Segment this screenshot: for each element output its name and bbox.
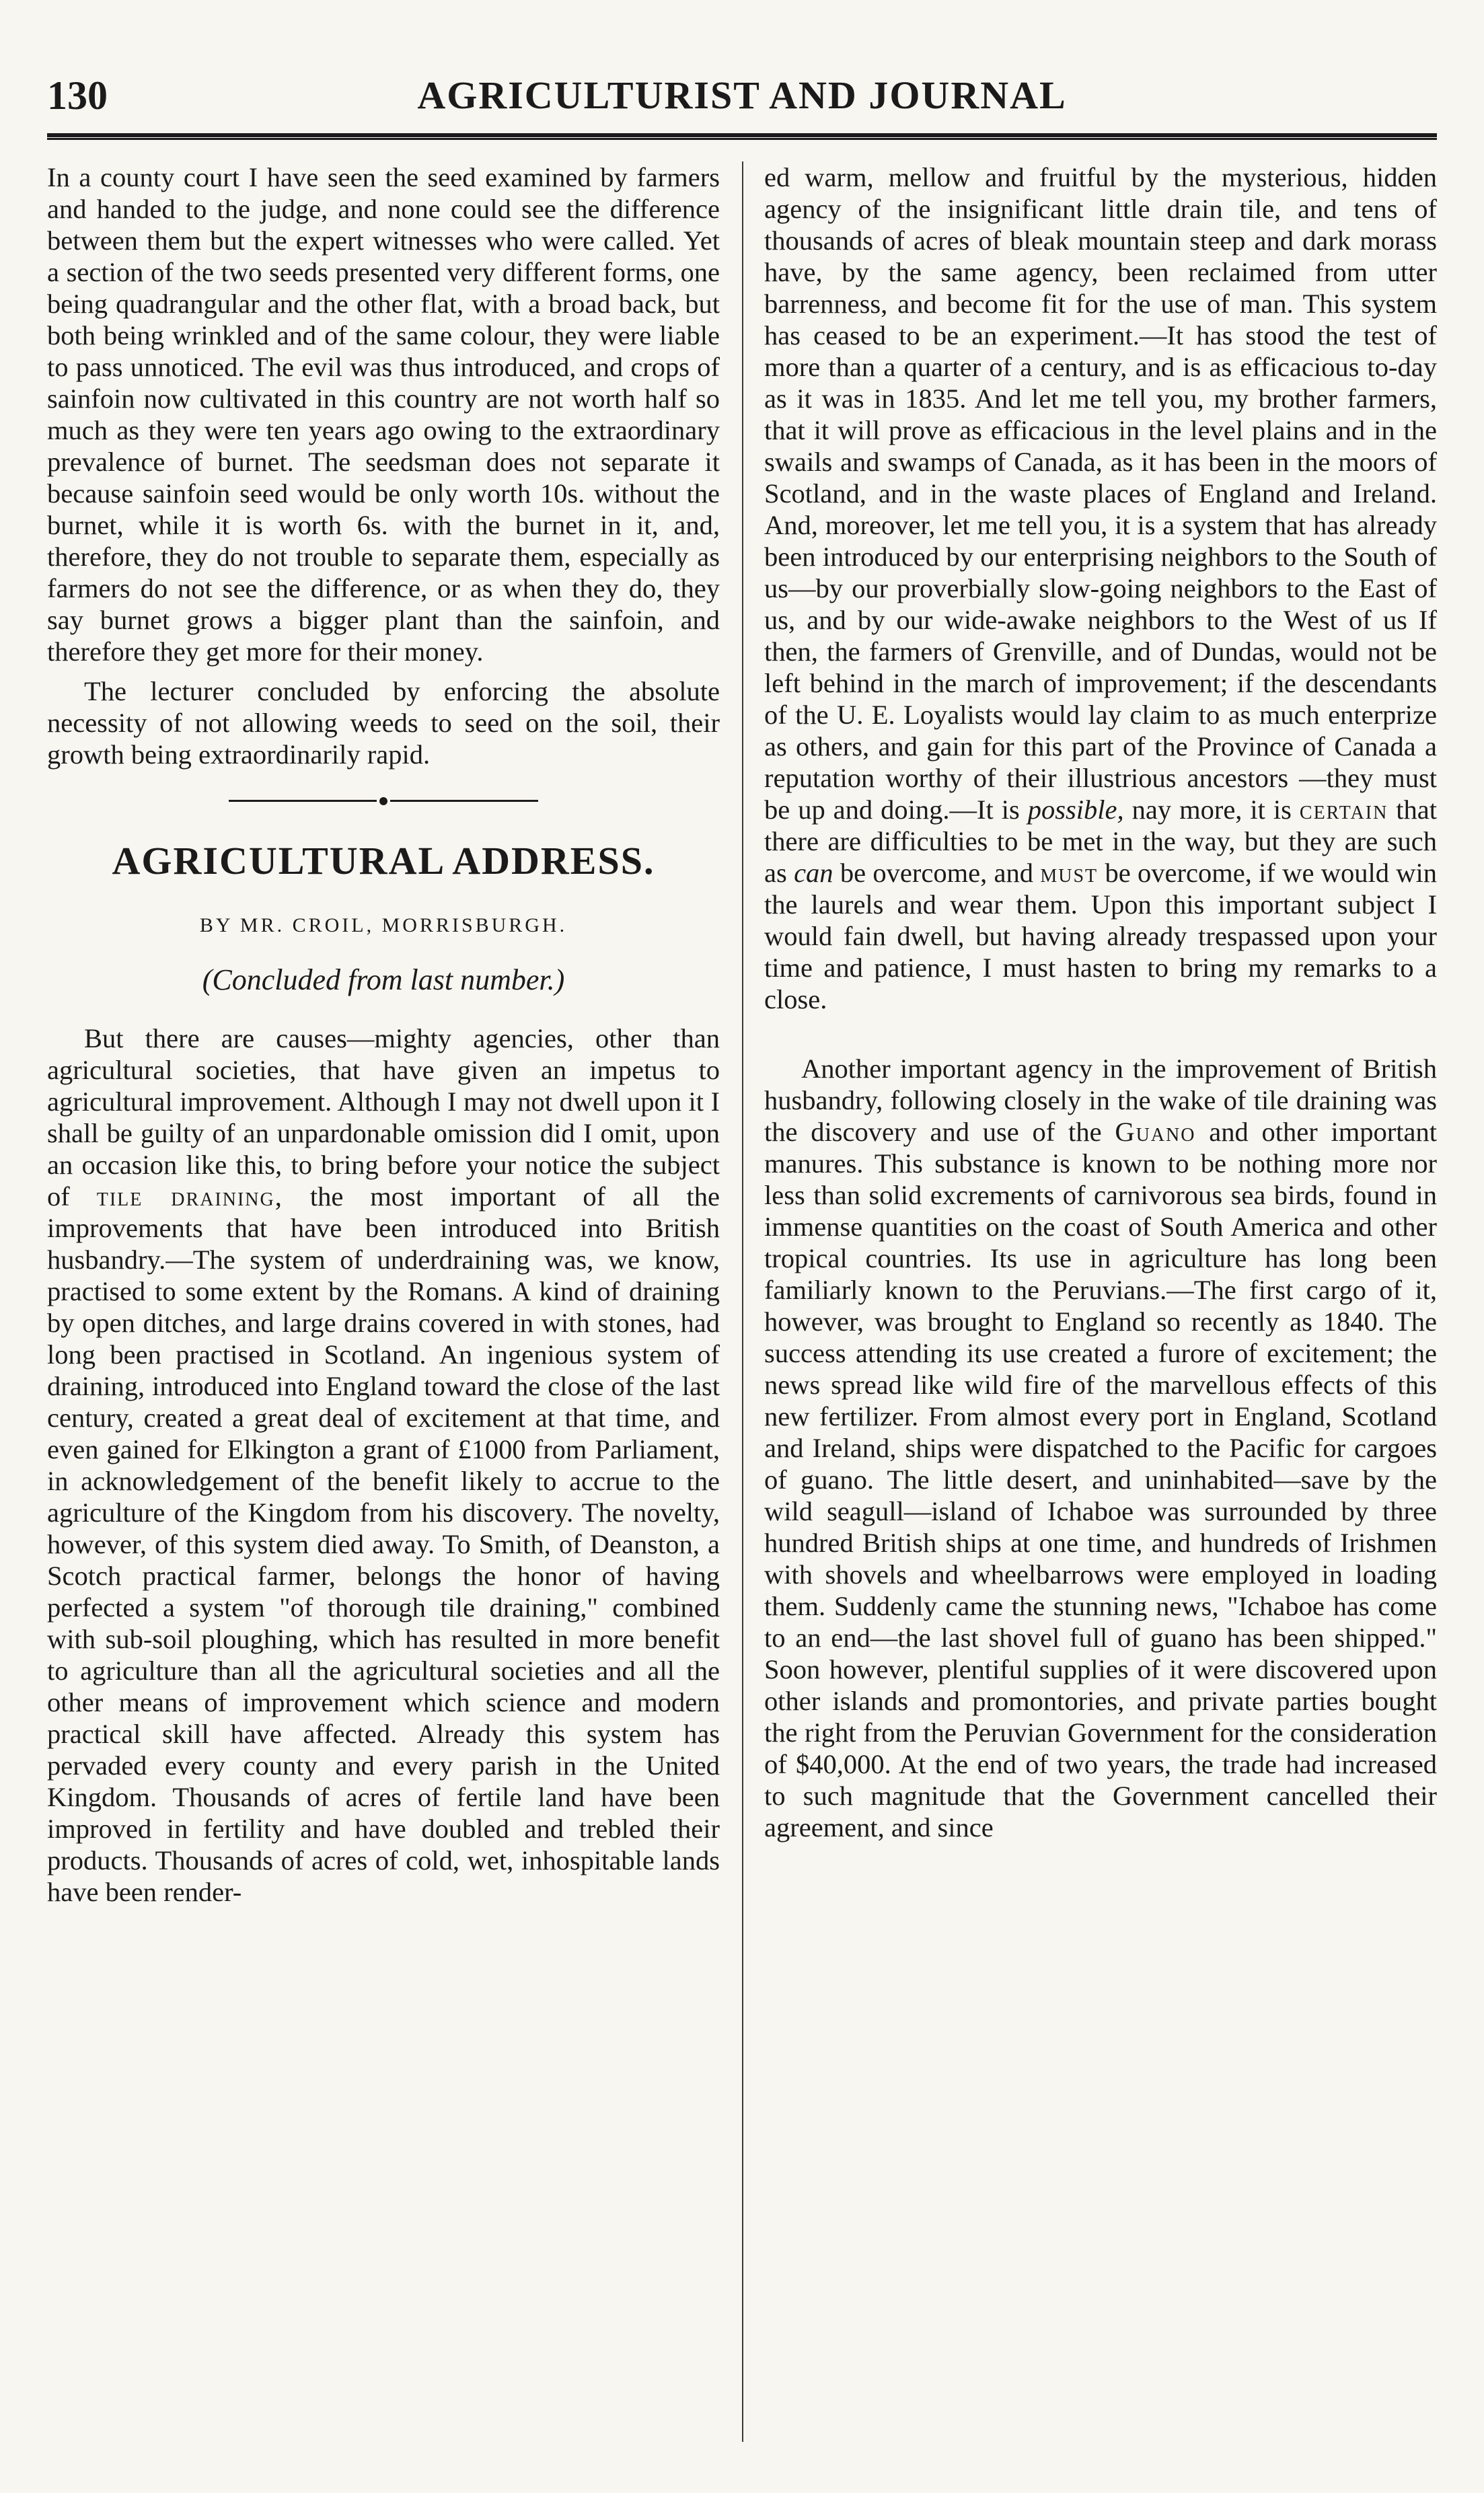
paragraph: In a county court I have seen the seed examined by farmers and handed to the judge, and none could see the difference between them but the expert witnesses who were called. Yet a section of the two seeds presented very different forms, one being quadrangular and the other flat, with a broad back, but both being wrinkled and of the same colour, they were liable to pass unnoticed. The evil was thus introduced, and crops of sainfoin now cultivated in this country are not worth half so much as they were ten years ago owing to the extraordinary prevalence of burnet. The seedsman does not separate it because sainfoin seed would be only worth 10s. without the burnet, while it is worth 6s. with the burnet in it, and, therefore, they do not trouble to separate them, especially as farmers do not see the difference, or as when they do, they say burnet grows a bigger plant than the sainfoin, and therefore they get more for their money. — [47, 162, 720, 667]
italic-term: can — [794, 858, 833, 888]
article-heading: AGRICULTURAL ADDRESS. — [112, 839, 655, 883]
text-run: Another important agency in the improvement of British husbandry, following closely in the wake of tile draining was the discovery and use of the — [764, 1053, 1437, 1147]
page — [47, 67, 1437, 2462]
article-byline: BY MR. CROIL, MORRISBURGH. — [199, 914, 568, 936]
italic-term: possible, — [1027, 794, 1124, 825]
text-run: and other important manures. This substance is known to be nothing more nor less than solid excrements of carnivorous sea birds, found in immense quantities on the coast of South America and other tropical countries. Its use in agriculture has long been familiarly known to the Peruvians.—The first cargo of it, however, was brought to England so recently as 1840. The success attending its use created a furore of excitement; the news spread like wild fire of the marvellous effects of this new fertilizer. From almost every port in England, Scotland and Ireland, ships were dispatched to the Pacific for cargoes of guano. The little desert, and uninhabited—save by the wild seagull—island of Ichaboe was surrounded by three hundred British ships at one time, and hundreds of Irishmen with shovels and wheelbarrows were employed in loading them. Suddenly came the stunning news, "Ichaboe has come to an end—the last shovel full of guano has been shipped." Soon however, plentiful supplies of it were discovered upon other islands and promontories, and private parties bought the right from the Peruvian Government for the consideration of $40,000. At the end of two years, the trade had increased to such magnitude that the Government cancelled their agreement, and since — [764, 1117, 1438, 1843]
text-run: be overcome, if we would win the laurels and wear them. Upon this important subject I would fain dwell, but having already trespassed upon your time and patience, I must hasten to bring my remarks to a close. — [764, 858, 1438, 1014]
running-title: AGRICULTURIST AND JOURNAL — [417, 73, 1067, 117]
small-caps-term: tile draining, — [96, 1181, 283, 1212]
paragraph — [47, 1022, 720, 1908]
continuation-note: (Concluded from last number.) — [202, 963, 565, 996]
page-number: 130 — [47, 73, 108, 118]
text-run: ed warm, mellow and fruitful by the mysterious, hidden agency of the insignificant little drain tile, and tens of thousands of acres of bleak mountain steep and dark morass have, by the same agency, been reclaimed from utter barrenness, and become fit for the use of man. This system has ceased to be an experiment.—It has stood the test of more than a quarter of a century, and is as efficacious to-day as it was in 1835. And let me tell you, my brother farmers, that it will prove as efficacious in the level plains and in the swails and swamps of Canada, as it has been in the moors of Scotland, and in the waste places of England and Ireland. And, moreover, let me tell you, it is a system that has already been introduced by our enterprising neighbors to the South of us—by our proverbially slow-going neighbors to the East of us, and by our wide-awake neighbors to the West of us If then, the farmers of Grenville, and of Dundas, would not be left behind in the march of improvement; if the descendants of the U. E. Loyalists would lay claim to as much enterprize as others, and gain for this part of the Province of Canada a reputation worthy of their illustrious ancestors —they must be up and doing.—It is — [764, 162, 1437, 825]
page-header — [47, 67, 1437, 128]
paragraph — [764, 1053, 1437, 1843]
paragraph — [764, 161, 1437, 1015]
right-column — [764, 161, 1437, 1851]
small-caps-term: certain — [1299, 794, 1388, 825]
small-caps-term: must — [1040, 858, 1099, 888]
header-rule — [47, 133, 1437, 140]
small-caps-term: Guano — [1115, 1117, 1196, 1147]
text-run: the most important of all the improvements that have been introduced into British husbandry.—The system of underdraining was, we know, practised to some extent by the Romans. A kind of draining by open ditches, and large drains covered in with stones, had long been practised in Scotland. An ingenious system of draining, introduced into England toward the close of the last century, created a great deal of excitement at that time, and even gained for Elkington a grant of £1000 from Parliament, in acknowledgement of the benefit likely to accrue to the agriculture of the Kingdom from his discovery. The novelty, however, of this system died away. To Smith, of Deanston, a Scotch practical farmer, belongs the honor of having perfected a system "of thorough tile draining," combined with sub-soil ploughing, which has resulted in more benefit to agriculture than all the agricultural societies and all the other means of improvement which science and modern practical skill have affected. Already this system has pervaded every county and every parish in the United Kingdom. Thousands of acres of fertile land have been improved in fertility and have doubled and trebled their products. Thousands of acres of cold, wet, inhospitable lands have been render- — [47, 1181, 720, 1907]
column-divider — [742, 161, 743, 2442]
paragraph: The lecturer concluded by enforcing the absolute necessity of not allowing weeds to seed on the soil, their growth being extraordinarily rapid. — [47, 676, 720, 770]
left-column — [47, 161, 720, 1916]
paragraph-gap — [764, 1023, 1437, 1053]
text-run: nay more, it is — [1131, 794, 1292, 825]
text-run: be overcome, and — [840, 858, 1034, 888]
text-run: that there are difficulties to be met in the way, but they are such as — [764, 794, 1438, 888]
section-divider — [47, 782, 720, 814]
text-run: But there are causes—mighty agencies, other than agricultural societies, that have given an impetus to agricultural improvement. Although I may not dwell upon it I shall be guilty of an unpardonable omission did I omit, upon an occasion like this, to bring before your notice the subject of — [47, 1023, 720, 1212]
